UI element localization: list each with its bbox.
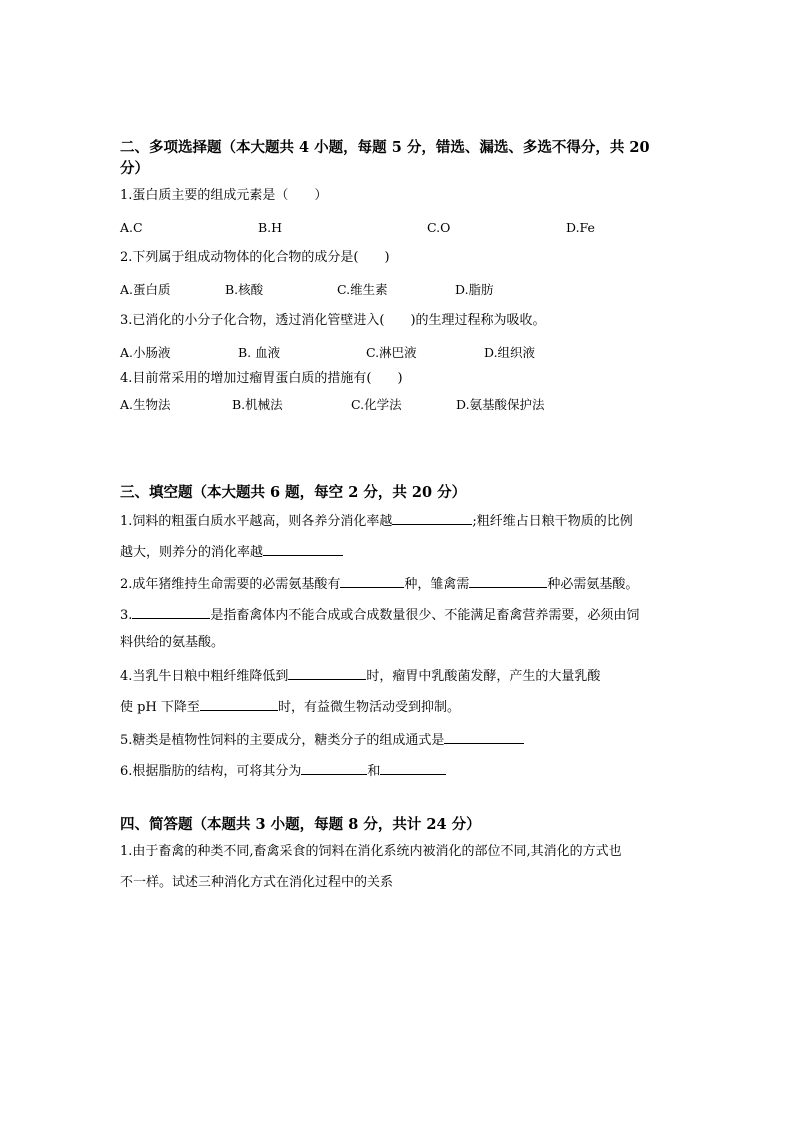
s2-q4-option-d: D.氨基酸保护法: [456, 397, 545, 412]
answer-blank[interactable]: [469, 573, 547, 588]
s3-question-1-line1: [120, 510, 633, 531]
s3-q1-text-c: 越大，则养分的消化率越: [120, 545, 264, 560]
s2-q4-option-c: C.化学法: [351, 397, 402, 412]
s4-question-1-line2: 不一样。试述三种消化方式在消化过程中的关系: [120, 875, 394, 890]
s2-question-2: 2.下列属于组成动物体的化合物的成分是( ): [120, 250, 390, 265]
answer-blank[interactable]: [200, 696, 278, 711]
s3-q1-text-a: 1.饲料的粗蛋白质水平越高，则各养分消化率越: [120, 514, 393, 529]
s4-question-1-line1: 1.由于畜禽的种类不同,畜禽采食的饲料在消化系统内被消化的部位不同,其消化的方式也: [120, 844, 622, 859]
s3-q6-text-a: 6.根据脂肪的结构，可将其分为: [120, 764, 302, 779]
answer-blank[interactable]: [263, 541, 343, 556]
answer-blank[interactable]: [132, 604, 210, 619]
section2-title-line2: 分）: [120, 160, 149, 177]
s3-question-4-line2: [120, 696, 460, 717]
s2-q4-option-b: B.机械法: [232, 397, 283, 412]
s2-question-4: 4.目前常采用的增加过瘤胃蛋白质的措施有( ): [120, 371, 403, 386]
s3-q2-text-c: 种必需氨基酸。: [547, 577, 639, 592]
s2-q1-option-a: A.C: [120, 220, 143, 235]
s3-q3-text-a: 3.: [120, 608, 133, 623]
s3-question-4-line1: [120, 665, 600, 686]
s3-q6-text-b: 和: [367, 764, 381, 779]
s3-question-6: [120, 760, 446, 781]
s2-q1-option-c: C.O: [427, 220, 451, 235]
s3-question-3-line1: [120, 604, 639, 625]
s3-q2-text-b: 种，雏禽需: [404, 577, 470, 592]
answer-blank[interactable]: [340, 573, 404, 588]
s3-q4-text-c: 使 pH 下降至: [120, 700, 200, 715]
s3-question-5: [120, 729, 524, 750]
section2-title-line1: 二、多项选择题（本大题共 4 小题，每题 5 分，错选、漏选、多选不得分，共 20: [120, 139, 650, 156]
s2-q3-option-c: C.淋巴液: [366, 345, 417, 360]
s3-question-1-line2: [120, 541, 343, 562]
s3-q4-text-b: 时，瘤胃中乳酸菌发酵，产生的大量乳酸: [366, 669, 601, 684]
s3-q2-text-a: 2.成年猪维持生命需要的必需氨基酸有: [120, 577, 341, 592]
s3-q4-text-a: 4.当乳牛日粮中粗纤维降低到: [120, 669, 289, 684]
s2-q2-option-d: D.脂肪: [455, 282, 494, 297]
s3-q1-text-b: ;粗纤维占日粮干物质的比例: [472, 514, 633, 529]
s2-q4-option-a: A.生物法: [120, 397, 171, 412]
answer-blank[interactable]: [392, 510, 472, 525]
answer-blank[interactable]: [301, 760, 367, 775]
answer-blank[interactable]: [288, 665, 366, 680]
s2-q3-option-a: A.小肠液: [120, 345, 171, 360]
answer-blank[interactable]: [380, 760, 446, 775]
s3-q5-text: 5.糖类是植物性饲料的主要成分，糖类分子的组成通式是: [120, 733, 445, 748]
s2-q2-option-a: A.蛋白质: [120, 282, 171, 297]
section4-title: 四、简答题（本题共 3 小题，每题 8 分，共计 24 分）: [120, 816, 481, 833]
s2-q3-option-b: B. 血液: [238, 345, 281, 360]
s2-q1-option-b: B.H: [258, 220, 283, 235]
s2-question-3: 3.已消化的小分子化合物，透过消化管壁进入( )的生理过程称为吸收。: [120, 313, 546, 328]
s3-q3-text-b: 是指畜禽体内不能合成或合成数量很少、不能满足畜禽营养需要，必须由饲: [210, 608, 640, 623]
s3-q4-text-d: 时，有益微生物活动受到抑制。: [277, 700, 460, 715]
section3-title: 三、填空题（本大题共 6 题，每空 2 分，共 20 分）: [120, 484, 467, 501]
s2-question-1: 1.蛋白质主要的组成元素是（ ）: [120, 188, 328, 203]
s3-question-3-line2: 料供给的氨基酸。: [120, 635, 225, 650]
s2-q2-option-b: B.核酸: [225, 282, 264, 297]
s3-question-2: [120, 573, 638, 594]
answer-blank[interactable]: [444, 729, 524, 744]
s2-q2-option-c: C.维生素: [337, 282, 388, 297]
s2-q1-option-d: D.Fe: [566, 220, 595, 235]
s2-q3-option-d: D.组织液: [484, 345, 536, 360]
